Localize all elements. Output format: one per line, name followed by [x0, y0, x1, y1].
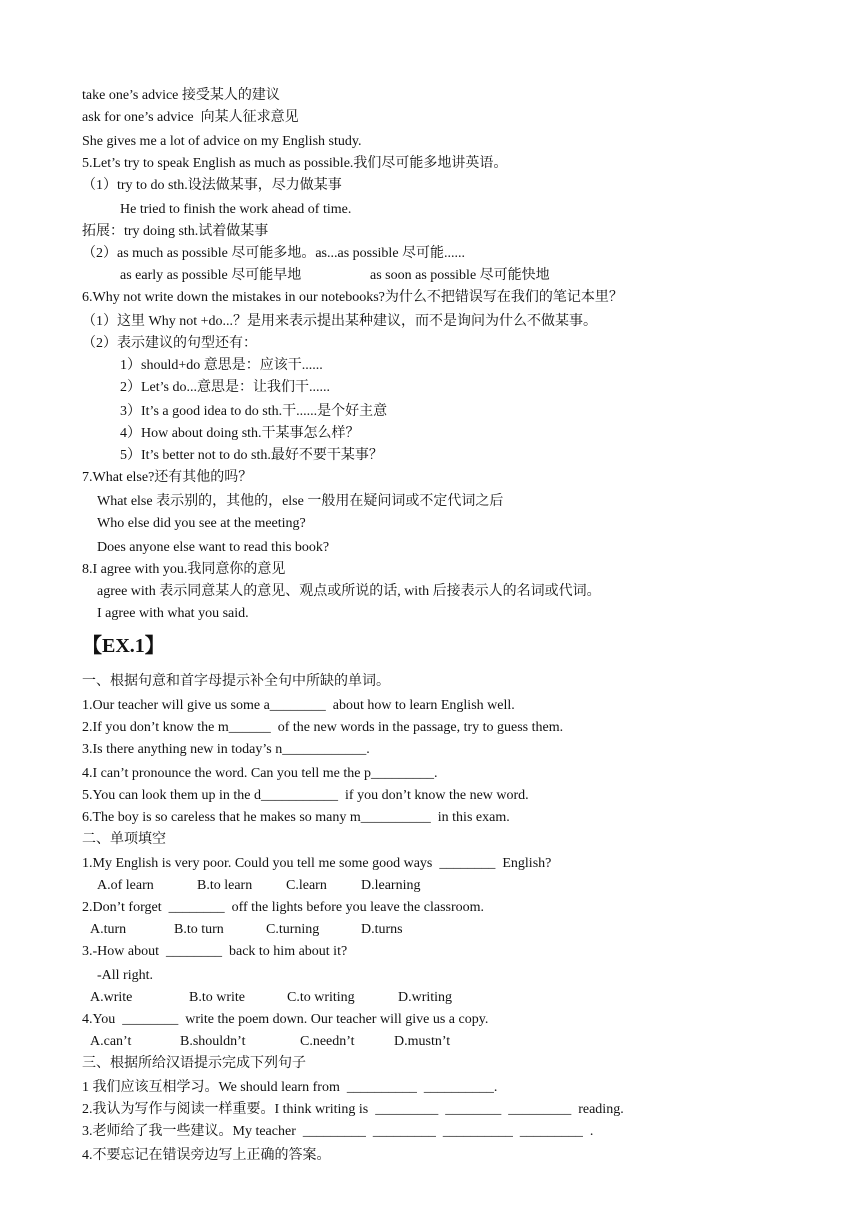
text-line: 6.Why not write down the mistakes in our notebooks?为什么不把错误写在我们的笔记本里？	[82, 290, 623, 305]
text-line: （2）表示建议的句型还有：	[82, 336, 257, 351]
text-line: （2）as much as possible 尽可能多地。as...as possible 尽可能......	[82, 246, 466, 261]
exercise-item: 2.Don’t forget ________ off the lights before you leave the classroom.	[82, 900, 485, 915]
answer-option: D.mustn’t	[394, 1034, 451, 1049]
text-line: Who else did you see at the meeting?	[97, 516, 306, 531]
text-line: 8.I agree with you.我同意你的意见	[82, 562, 286, 577]
section-heading: 【EX.1】	[82, 635, 165, 657]
answer-option: D.writing	[398, 990, 453, 1005]
text-line: Does anyone else want to read this book?	[97, 540, 330, 555]
exercise-item: 3.Is there anything new in today’s n____________.	[82, 742, 370, 757]
answer-option: C.needn’t	[300, 1034, 355, 1049]
exercise-item: 2.If you don’t know the m______ of the new words in the passage, try to guess them.	[82, 720, 564, 735]
exercise-item: 4.不要忘记在错误旁边写上正确的答案。	[82, 1148, 331, 1163]
text-line: ask for one’s advice 向某人征求意见	[82, 110, 299, 125]
answer-option: B.to turn	[174, 922, 224, 937]
exercise-item: 1.My English is very poor. Could you tell me some good ways ________ English?	[82, 856, 552, 871]
exercise-item: 4.I can’t pronounce the word. Can you tell me the p_________.	[82, 766, 438, 781]
text-line: as early as possible 尽可能早地	[120, 268, 302, 283]
exercise-item: 4.You ________ write the poem down. Our teacher will give us a copy.	[82, 1012, 489, 1027]
text-line: 5.Let’s try to speak English as much as possible.我们尽可能多地讲英语。	[82, 156, 508, 171]
text-line: 5）It’s better not to do sth.最好不要干某事？	[120, 448, 383, 463]
answer-option: C.to writing	[287, 990, 355, 1005]
exercise-item: 1.Our teacher will give us some a________ about how to learn English well.	[82, 698, 515, 713]
text-line: He tried to finish the work ahead of time.	[120, 202, 352, 217]
text-line: 拓展：try doing sth.试着做某事	[82, 224, 269, 239]
text-line: 二、单项填空	[82, 832, 166, 847]
text-line: 1）should+do 意思是：应该干......	[120, 358, 323, 373]
answer-option: A.can’t	[90, 1034, 132, 1049]
text-line: She gives me a lot of advice on my English study.	[82, 134, 362, 149]
text-line: 7.What else?还有其他的吗？	[82, 470, 253, 485]
answer-option: B.shouldn’t	[180, 1034, 246, 1049]
text-line: as soon as possible 尽可能快地	[370, 268, 550, 283]
text-line: 4）How about doing sth.干某事怎么样？	[120, 426, 360, 441]
answer-option: B.to learn	[197, 878, 253, 893]
answer-option: C.turning	[266, 922, 320, 937]
exercise-item: 1 我们应该互相学习。We should learn from __________ __________.	[82, 1080, 498, 1095]
text-line: （1）try to do sth.设法做某事，尽力做某事	[82, 178, 342, 193]
text-line: 2）Let’s do...意思是：让我们干......	[120, 380, 330, 395]
answer-option: D.learning	[361, 878, 421, 893]
answer-option: A.turn	[90, 922, 127, 937]
text-line: 3）It’s a good idea to do sth.干......是个好主意	[120, 404, 388, 419]
text-line: 三、根据所给汉语提示完成下列句子	[82, 1056, 306, 1071]
answer-option: B.to write	[189, 990, 245, 1005]
exercise-item: 2.我认为写作与阅读一样重要。I think writing is _________ ________ _________ reading.	[82, 1102, 624, 1117]
text-line: I agree with what you said.	[97, 606, 249, 621]
answer-option: A.write	[90, 990, 133, 1005]
exercise-item: 3.老师给了我一些建议。My teacher _________ _________ __________ _________ .	[82, 1124, 594, 1139]
exercise-item: 3.-How about ________ back to him about it?	[82, 944, 348, 959]
answer-option: C.learn	[286, 878, 327, 893]
text-line: What else 表示别的，其他的，else 一般用在疑问词或不定代词之后	[97, 494, 504, 509]
exercise-item: 6.The boy is so careless that he makes so many m__________ in this exam.	[82, 810, 510, 825]
text-line: agree with 表示同意某人的意见、观点或所说的话, with 后接表示人的名词或代词。	[97, 584, 601, 599]
text-line: 一、根据句意和首字母提示补全句中所缺的单词。	[82, 674, 390, 689]
text-line: take one’s advice 接受某人的建议	[82, 88, 280, 103]
answer-option: D.turns	[361, 922, 403, 937]
exercise-item: 5.You can look them up in the d___________ if you don’t know the new word.	[82, 788, 529, 803]
answer-option: A.of learn	[97, 878, 154, 893]
text-line: -All right.	[97, 968, 153, 983]
text-line: （1）这里 Why not +do...？是用来表示提出某种建议，而不是询问为什么不做某事。	[82, 314, 597, 329]
